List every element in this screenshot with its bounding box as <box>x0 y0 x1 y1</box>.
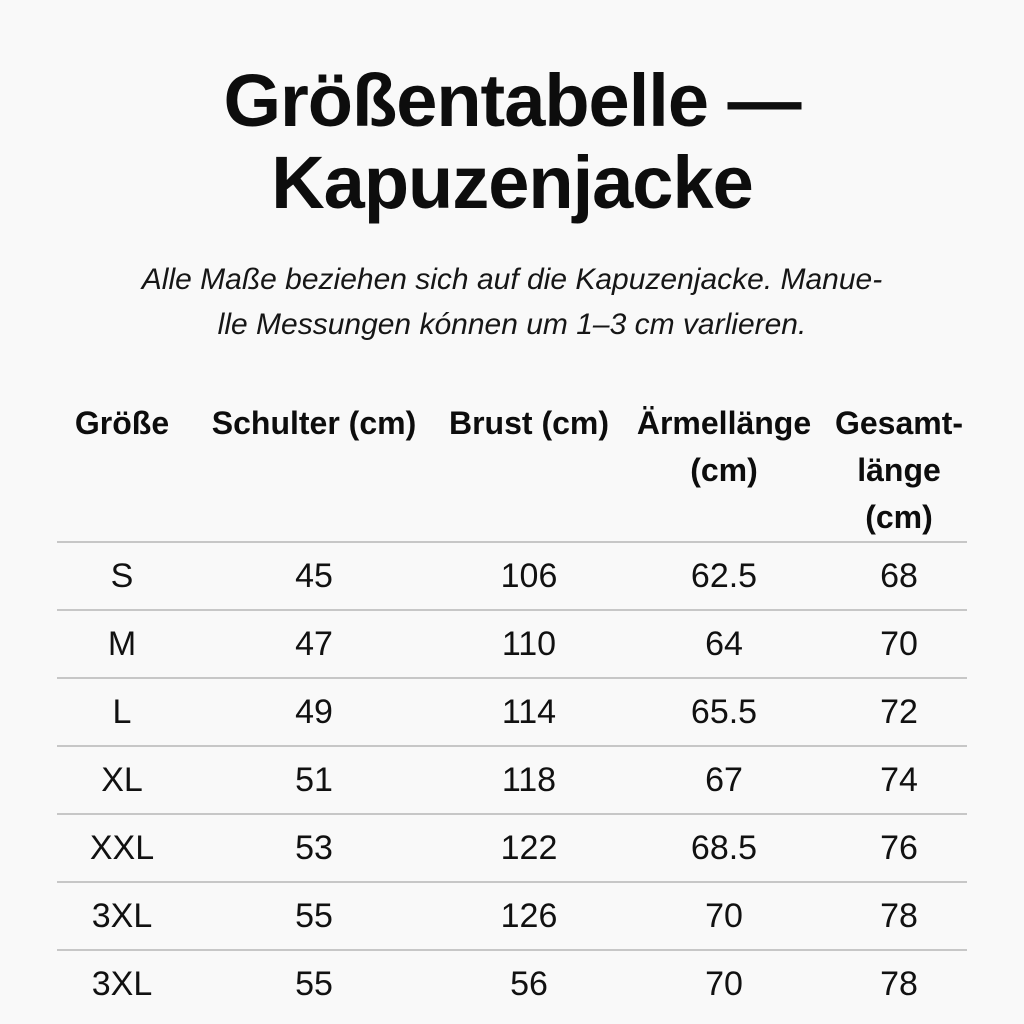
cell-brust: 110 <box>441 610 617 678</box>
column-header-brust <box>441 400 617 542</box>
column-header-groesse <box>57 400 187 542</box>
cell-gesamtlaenge: 72 <box>831 678 967 746</box>
cell-size: XXL <box>57 814 187 882</box>
cell-size: S <box>110 556 134 595</box>
table-row-3xl <box>57 882 967 950</box>
cell-size: 3XL <box>57 950 187 1018</box>
column-header-aermellaenge-unit: (cm) <box>690 452 758 488</box>
column-header-gesamtlaenge <box>831 400 967 542</box>
cell-size: XL <box>57 746 187 814</box>
table-row-3xl-2 <box>57 950 967 1018</box>
page-title <box>0 60 1024 224</box>
cell-brust: 56 <box>441 950 617 1018</box>
cell-gesamtlaenge: 76 <box>831 814 967 882</box>
cell-brust: 122 <box>441 814 617 882</box>
column-header-schulter-label: Schulter (cm) <box>211 405 417 441</box>
cell-aermellaenge: 70 <box>617 882 831 950</box>
size-table <box>57 400 967 1018</box>
column-header-groesse-label: Größe <box>74 405 170 441</box>
cell-brust: 114 <box>441 678 617 746</box>
table-row-l <box>57 678 967 746</box>
cell-schulter: 55 <box>187 950 441 1018</box>
subtitle-line-1: Alle Maße beziehen sich auf die Kapuzenjacke. Manue- <box>141 263 883 296</box>
column-header-aermellaenge <box>617 400 831 542</box>
cell-aermellaenge: 62.5 <box>690 556 758 595</box>
cell-gesamtlaenge: 74 <box>831 746 967 814</box>
cell-schulter: 51 <box>187 746 441 814</box>
column-header-gesamtlaenge-unit: (cm) <box>865 499 933 535</box>
cell-aermellaenge: 70 <box>617 950 831 1018</box>
column-header-gesamtlaenge-label-2: länge <box>857 452 941 488</box>
table-row-m <box>57 610 967 678</box>
cell-brust: 106 <box>500 556 558 595</box>
cell-gesamtlaenge: 68 <box>880 556 918 595</box>
cell-gesamtlaenge: 78 <box>831 950 967 1018</box>
table-row-xxl <box>57 814 967 882</box>
page-title-line-1: Größentabelle — <box>223 59 801 142</box>
subtitle-note <box>0 257 1024 347</box>
cell-size: L <box>57 678 187 746</box>
cell-brust: 118 <box>441 746 617 814</box>
column-header-brust-label: Brust (cm) <box>448 405 609 441</box>
cell-aermellaenge: 68.5 <box>617 814 831 882</box>
cell-size: 3XL <box>57 882 187 950</box>
column-header-schulter <box>187 400 441 542</box>
cell-size: M <box>57 610 187 678</box>
cell-schulter: 45 <box>295 556 333 595</box>
cell-brust: 126 <box>441 882 617 950</box>
cell-schulter: 53 <box>187 814 441 882</box>
subtitle-line-2: lle Messungen kónnen um 1–3 cm varlieren. <box>217 308 807 341</box>
cell-gesamtlaenge: 70 <box>831 610 967 678</box>
page-title-line-2: Kapuzenjacke <box>271 141 753 224</box>
table-row-xl <box>57 746 967 814</box>
cell-schulter: 55 <box>187 882 441 950</box>
table-header-row <box>57 400 967 542</box>
cell-aermellaenge: 64 <box>617 610 831 678</box>
cell-aermellaenge: 65.5 <box>617 678 831 746</box>
cell-aermellaenge: 67 <box>617 746 831 814</box>
cell-gesamtlaenge: 78 <box>831 882 967 950</box>
cell-schulter: 47 <box>187 610 441 678</box>
column-header-aermellaenge-label: Ärmellänge <box>636 405 812 441</box>
column-header-gesamtlaenge-label-1: Gesamt- <box>834 405 964 441</box>
cell-schulter: 49 <box>187 678 441 746</box>
table-row-s <box>57 542 967 610</box>
